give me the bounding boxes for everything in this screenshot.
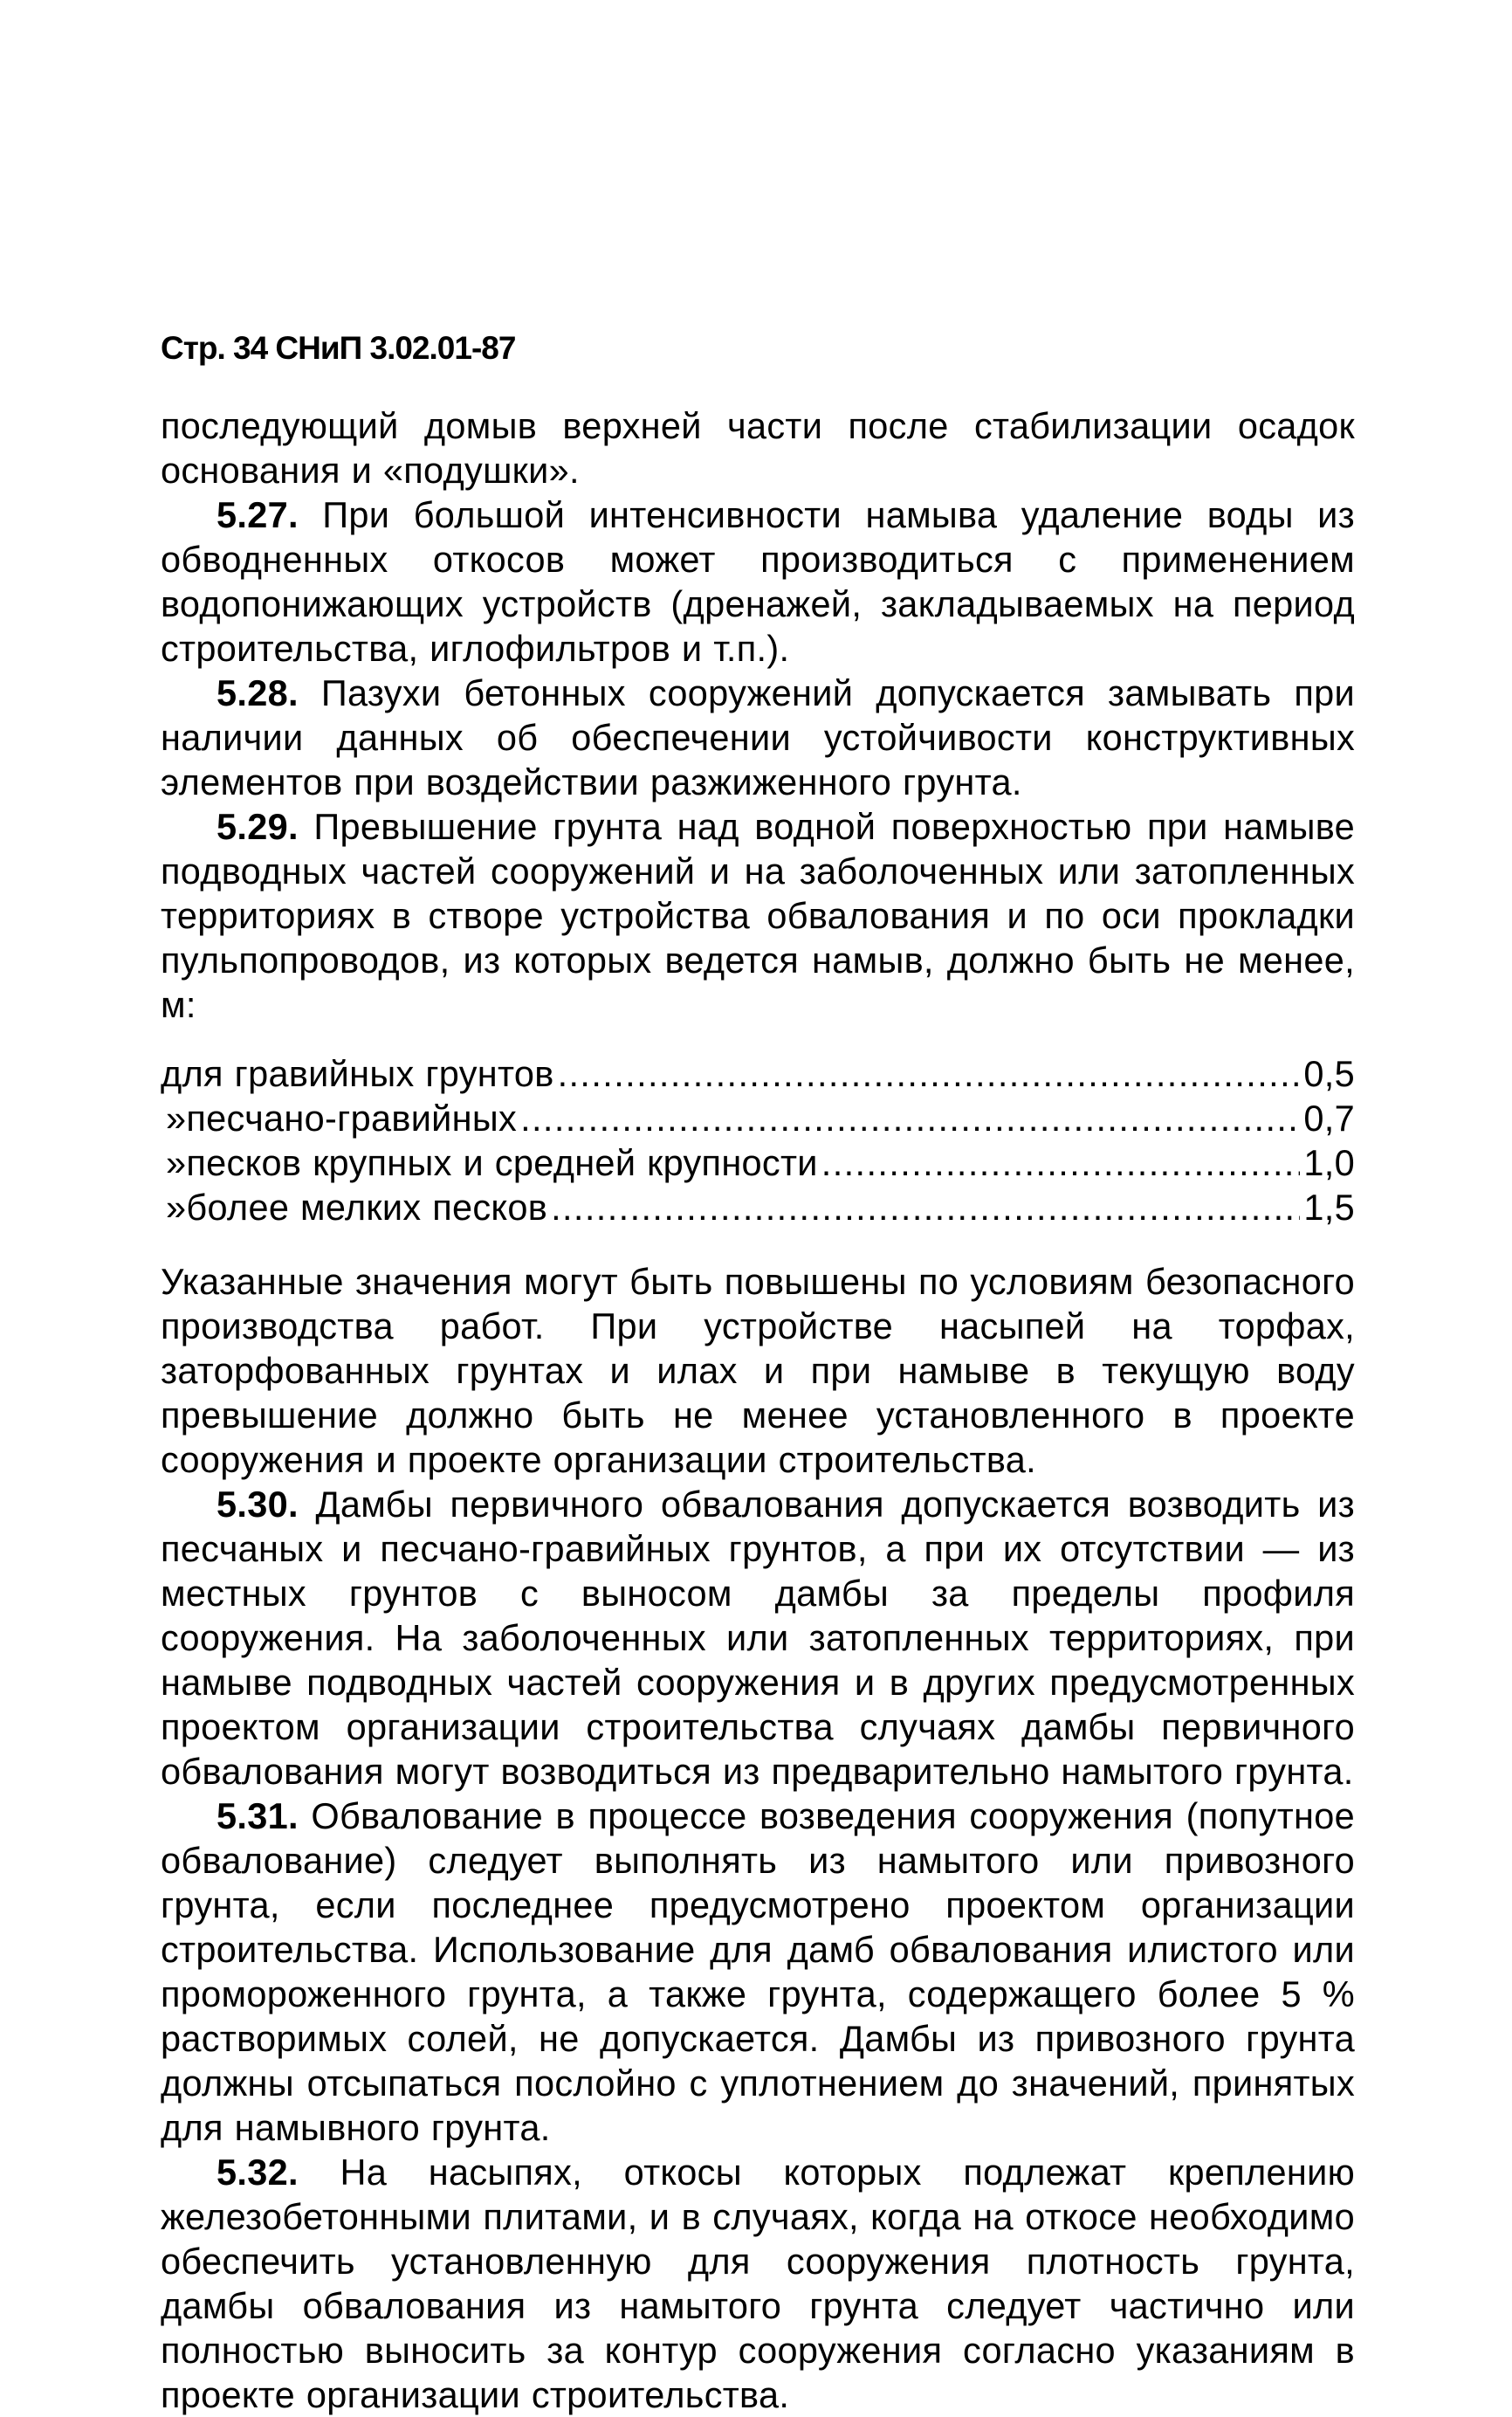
list-item-value: 0,7 <box>1303 1098 1355 1139</box>
document-body <box>161 403 1355 2417</box>
list-item-label: песчано-гравийных <box>186 1098 518 1139</box>
list-item-value: 1,5 <box>1303 1187 1355 1228</box>
list-item-label: песков крупных и средней крупности <box>186 1142 818 1183</box>
running-header: Стр. 34 СНиП 3.02.01-87 <box>161 330 516 366</box>
dot-leader <box>558 1051 1301 1096</box>
paragraph-continuation: последующий домыв верхней части после стабилизации осадок основания и «подушки». <box>161 405 1355 491</box>
list-item <box>161 1096 1355 1140</box>
ditto-mark: » <box>166 1187 187 1228</box>
clause-text: На насыпях, откосы которых подлежат креплению железобетонными плитами, и в случаях, когда на откосе необходимо обеспечить установленную для сооружения плотность грунта, дамбы обвалования из намытого грунта следует частично или полностью выносить за контур сооружения согласно указаниям в проекте организации строительства. <box>161 2152 1355 2415</box>
clause-number: 5.30. <box>216 1484 299 1525</box>
list-item <box>161 1140 1355 1185</box>
clause-5-30 <box>161 1482 1355 1794</box>
paragraph-after-list: Указанные значения могут быть повышены по условиям безопасного производства работ. При устройстве насыпей на торфах, заторфованных грунтах и илах и при намыве в текущую воду превышение должно быть не менее установленного в проекте сооружения и проекте организации строительства. <box>161 1261 1355 1480</box>
ditto-mark: » <box>166 1098 187 1139</box>
list-item-label: более мелких песков <box>186 1187 548 1228</box>
clause-text: Пазухи бетонных сооружений допускается замывать при наличии данных об обеспечении устойчивости конструктивных элементов при воздействии разжиженного грунта. <box>161 672 1355 802</box>
clause-text: Обвалование в процессе возведения сооружения (попутное обвалование) следует выполнять из намытого или привозного грунта, если последнее предусмотрено проектом организации строительства. Использование для дамб обвалования илистого или промороженного грунта, а также грунта, содержащего более 5 % растворимых солей, не допускается. Дамбы из привозного грунта должны отсыпаться послойно с уплотнением до значений, принятых для намывного грунта. <box>161 1795 1355 2148</box>
clause-5-29 <box>161 804 1355 1027</box>
clause-number: 5.28. <box>216 672 299 713</box>
clause-number: 5.31. <box>216 1795 299 1836</box>
list-item <box>161 1185 1355 1229</box>
ditto-mark: » <box>166 1142 187 1183</box>
clause-5-28 <box>161 671 1355 804</box>
clause-number: 5.27. <box>216 494 299 535</box>
clause-5-32 <box>161 2150 1355 2417</box>
elevation-list <box>161 1051 1355 1229</box>
clause-number: 5.32. <box>216 2152 299 2193</box>
list-item-label: для гравийных грунтов <box>161 1053 554 1094</box>
clause-text: Превышение грунта над водной поверхностью при намыве подводных частей сооружений и на заболоченных или затопленных территориях в створе устройства обвалования и по оси прокладки пульпопроводов, из которых ведется намыв, должно быть не менее, м: <box>161 806 1355 1025</box>
list-item <box>161 1051 1355 1096</box>
dot-leader <box>551 1185 1300 1229</box>
clause-5-27 <box>161 492 1355 671</box>
list-item-value: 1,0 <box>1303 1142 1355 1183</box>
clause-text: При большой интенсивности намыва удаление воды из обводненных откосов может производиться с применением водопонижающих устройств (дренажей, закладываемых на период строительства, иглофильтров и т.п.). <box>161 494 1355 669</box>
clause-text: Дамбы первичного обвалования допускается возводить из песчаных и песчано-гравийных грунтов, а при их отсутствии — из местных грунтов с выносом дамбы за пределы профиля сооружения. На заболоченных или затопленных территориях, при намыве подводных частей сооружения и в других предусмотренных проектом организации строительства случаях дамбы первичного обвалования могут возводиться из предварительно намытого грунта. <box>161 1484 1355 1792</box>
clause-5-31 <box>161 1794 1355 2150</box>
dot-leader <box>821 1140 1301 1185</box>
dot-leader <box>520 1096 1300 1140</box>
list-item-value: 0,5 <box>1303 1053 1355 1094</box>
clause-number: 5.29. <box>216 806 299 847</box>
